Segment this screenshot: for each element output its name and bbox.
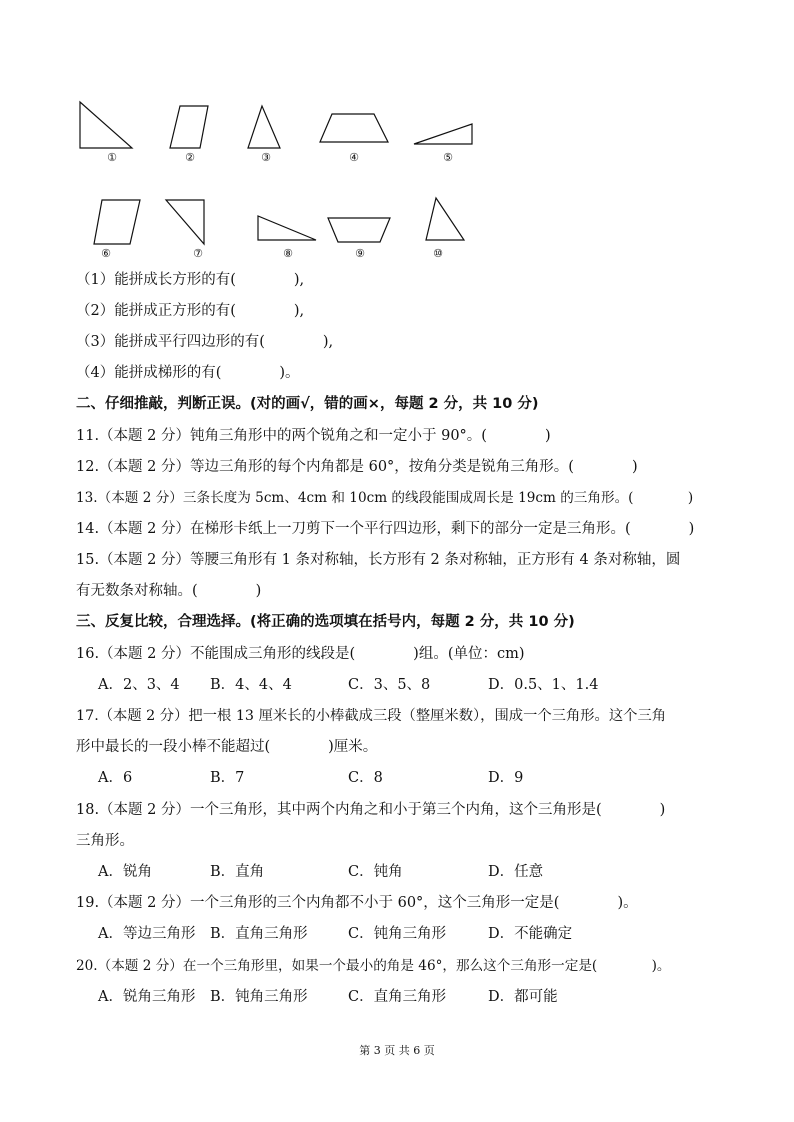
figure-label: ①	[107, 151, 117, 164]
question-20: 20.（本题 2 分）在一个三角形里，如果一个最小的角是 46°，那么这个三角形一定是( )。	[76, 958, 671, 974]
figure-8-right-triangle	[256, 196, 326, 266]
question-1-1: （1）能拼成长方形的有( ),	[76, 272, 305, 288]
figure-label: ⑦	[193, 247, 203, 260]
figure-label: ⑩	[433, 247, 443, 260]
figure-label: ②	[185, 151, 195, 164]
section-2-heading: 二、仔细推敲，判断正误。(对的画√，错的画×，每题 2 分，共 10 分)	[76, 396, 539, 412]
figure-label: ③	[261, 151, 271, 164]
question-17-cont: 形中最长的一段小棒不能超过( )厘米。	[76, 739, 378, 755]
option-a: A．锐角三角形	[98, 989, 196, 1005]
question-11: 11.（本题 2 分）钝角三角形中的两个锐角之和一定小于 90°。( )	[76, 428, 551, 444]
figure-6-parallelogram	[92, 196, 152, 266]
question-12: 12.（本题 2 分）等边三角形的每个内角都是 60°，按角分类是锐角三角形。( )	[76, 459, 638, 475]
option-d: D．0.5、1、1.4	[488, 677, 599, 693]
section-3-heading: 三、反复比较，合理选择。(将正确的选项填在括号内，每题 2 分，共 10 分)	[76, 614, 575, 630]
question-16: 16.（本题 2 分）不能围成三角形的线段是( )组。(单位：cm)	[76, 646, 525, 662]
right-triangle-icon	[164, 196, 224, 246]
option-c: C．钝角三角形	[348, 926, 447, 942]
question-15-cont: 有无数条对称轴。( )	[76, 583, 262, 599]
question-1-2: （2）能拼成正方形的有( ),	[76, 303, 305, 319]
option-b: B．4、4、4	[210, 677, 292, 693]
figure-10-triangle	[424, 196, 484, 266]
figure-5-right-triangle	[412, 100, 492, 170]
option-c: C．8	[348, 770, 383, 786]
question-1-3: （3）能拼成平行四边形的有( ),	[76, 334, 334, 350]
option-d: D．不能确定	[488, 926, 573, 942]
figure-3-triangle	[246, 100, 306, 170]
figure-9-trapezoid	[326, 196, 406, 266]
trapezoid-icon	[318, 100, 398, 150]
option-d: D．都可能	[488, 989, 558, 1005]
option-b: B．7	[210, 770, 245, 786]
trapezoid-icon	[326, 196, 406, 246]
question-19: 19.（本题 2 分）一个三角形的三个内角都不小于 60°，这个三角形一定是( )。	[76, 895, 638, 911]
figure-label: ⑧	[283, 247, 293, 260]
question-1-4: （4）能拼成梯形的有( )。	[76, 365, 300, 381]
option-c: C．3、5、8	[348, 677, 431, 693]
question-15: 15.（本题 2 分）等腰三角形有 1 条对称轴，长方形有 2 条对称轴，正方形有 4 条对称轴，圆	[76, 552, 681, 568]
figure-label: ④	[349, 151, 359, 164]
question-17: 17.（本题 2 分）把一根 13 厘米长的小棒截成三段（整厘米数），围成一个三角形。这个三角	[76, 708, 667, 724]
parallelogram-icon	[92, 196, 152, 246]
figure-1-right-triangle	[78, 100, 138, 170]
option-d: D．9	[488, 770, 524, 786]
option-c: C．钝角	[348, 864, 403, 880]
question-14: 14.（本题 2 分）在梯形卡纸上一刀剪下一个平行四边形，剩下的部分一定是三角形。( )	[76, 521, 695, 537]
option-b: B．直角	[210, 864, 265, 880]
right-triangle-icon	[412, 100, 492, 150]
option-c: C．直角三角形	[348, 989, 447, 1005]
option-b: B．直角三角形	[210, 926, 308, 942]
option-a: A．等边三角形	[98, 926, 196, 942]
figure-7-right-triangle	[164, 196, 224, 266]
right-triangle-icon	[78, 100, 138, 150]
parallelogram-icon	[168, 100, 228, 150]
figure-label: ⑨	[355, 247, 365, 260]
figure-label: ⑥	[101, 247, 111, 260]
option-a: A．锐角	[98, 864, 152, 880]
figure-4-trapezoid	[318, 100, 398, 170]
question-13: 13.（本题 2 分）三条长度为 5cm、4cm 和 10cm 的线段能围成周长是 19cm 的三角形。( )	[76, 490, 694, 506]
option-b: B．钝角三角形	[210, 989, 308, 1005]
right-triangle-icon	[256, 196, 326, 246]
option-a: A．2、3、4	[98, 677, 180, 693]
acute-triangle-icon	[424, 196, 484, 246]
question-18: 18.（本题 2 分）一个三角形，其中两个内角之和小于第三个内角，这个三角形是( )	[76, 802, 666, 818]
option-d: D．任意	[488, 864, 544, 880]
page-footer: 第 3 页 共 6 页	[359, 1044, 435, 1057]
option-a: A．6	[98, 770, 133, 786]
acute-triangle-icon	[246, 100, 306, 150]
figure-2-parallelogram	[168, 100, 228, 170]
figure-label: ⑤	[443, 151, 453, 164]
question-18-cont: 三角形。	[76, 833, 134, 849]
